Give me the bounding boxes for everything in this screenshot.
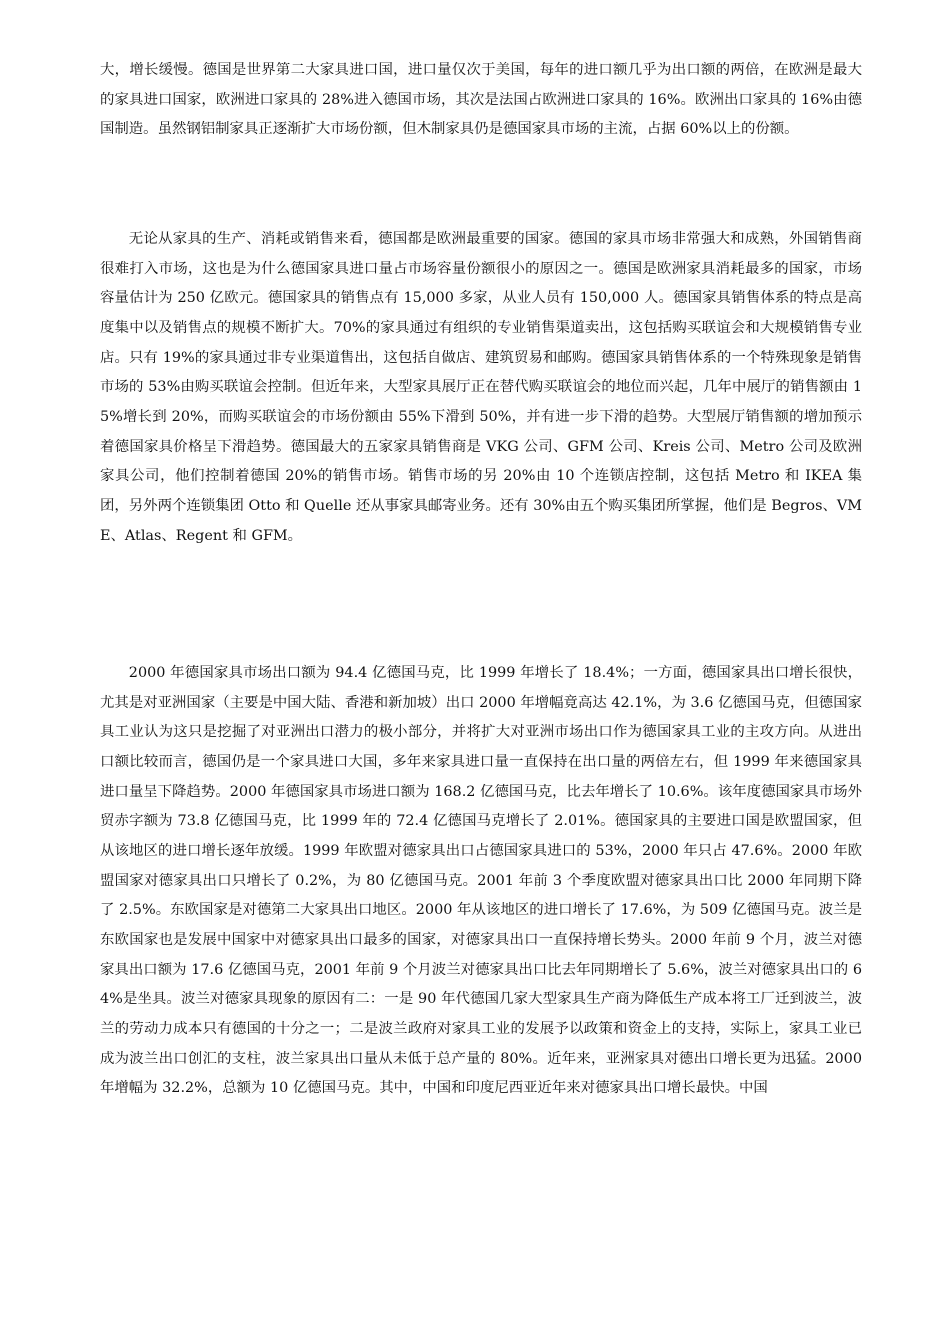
paragraph-1: 大，增长缓慢。德国是世界第二大家具进口国，进口量仅次于美国，每年的进口额几乎为出口额的两倍，在欧洲是最大的家具进口国家，欧洲进口家具的 28%进入德国市场，其次是法国占欧洲进口家具的 16%。欧洲出口家具的 16%由德国制造。虽然钢铝制家具正逐渐扩大市场份额，但木制家具仍是德国家具市场的主流，占据 60%以上的份额。 <box>100 62 862 138</box>
paragraph-3: 2000 年德国家具市场出口额为 94.4 亿德国马克，比 1999 年增长了 18.4%；一方面，德国家具出口增长很快，尤其是对亚洲国家（主要是中国大陆、香港和新加坡）出口 2000 年增幅竟高达 42.1%，为 3.6 亿德国马克，但德国家具工业认为这只是挖掘了对亚洲出口潜力的极小部分，并将扩大对亚洲市场出口作为德国家具工业的主攻方向。从进出口额比较而言，德国仍是一个家具进口大国，多年来家具进口量一直保持在出口量的两倍左右，但 1999 年来德国家具进口量呈下降趋势。2000 年德国家具市场进口额为 168.2 亿德国马克，比去年增长了 10.6%。该年度德国家具市场外贸赤字额为 73.8 亿德国马克，比 1999 年的 72.4 亿德国马克增长了 2.01%。德国家具的主要进口国是欧盟国家，但从该地区的进口增长逐年放缓。1999 年欧盟对德家具出口占德国家具进口的 53%，2000 年只占 47.6%。2000 年欧盟国家对德家具出口只增长了 0.2%，为 80 亿德国马克。2001 年前 3 个季度欧盟对德家具出口比 2000 年同期下降了 2.5%。东欧国家是对德第二大家具出口地区。2000 年从该地区的进口增长了 17.6%，为 509 亿德国马克。波兰是东欧国家也是发展中国家中对德家具出口最多的国家，对德家具出口一直保持增长势头。2000 年前 9 个月，波兰对德家具出口额为 17.6 亿德国马克，2001 年前 9 个月波兰对德家具出口比去年同期增长了 5.6%，波兰对德家具出口的 64%是坐具。波兰对德家具现象的原因有二：一是 90 年代德国几家大型家具生产商为降低生产成本将工厂迁到波兰，波兰的劳动力成本只有德国的十分之一；二是波兰政府对家具工业的发展予以政策和资金上的支持，实际上，家具工业已成为波兰出口创汇的支柱，波兰家具出口量从未低于总产量的 80%。近年来，亚洲家具对德出口增长更为迅猛。2000 年增幅为 32.2%，总额为 10 亿德国马克。其中，中国和印度尼西亚近年来对德家具出口增长最快。中国 <box>100 665 862 1097</box>
paragraph-2: 无论从家具的生产、消耗或销售来看，德国都是欧洲最重要的国家。德国的家具市场非常强大和成熟，外国销售商很难打入市场，这也是为什么德国家具进口量占市场容量份额很小的原因之一。德国是欧洲家具消耗最多的国家，市场容量估计为 250 亿欧元。德国家具的销售点有 15,000 多家，从业人员有 150,000 人。德国家具销售体系的特点是高度集中以及销售点的规模不断扩大。70%的家具通过有组织的专业销售渠道卖出，这包括购买联谊会和大规模销售专业店。只有 19%的家具通过非专业渠道售出，这包括自做店、建筑贸易和邮购。德国家具销售体系的一个特殊现象是销售市场的 53%由购买联谊会控制。但近年来，大型家具展厅正在替代购买联谊会的地位而兴起，几年中展厅的销售额由 15%增长到 20%，而购买联谊会的市场份额由 55%下滑到 50%，并有进一步下滑的趋势。大型展厅销售额的增加预示着德国家具价格呈下滑趋势。德国最大的五家家具销售商是 VKG 公司、GFM 公司、Kreis 公司、Metro 公司及欧洲家具公司，他们控制着德国 20%的销售市场。销售市场的另 20%由 10 个连锁店控制，这包括 Metro 和 IKEA 集团，另外两个连锁集团 Otto 和 Quelle 还从事家具邮寄业务。还有 30%由五个购买集团所掌握，他们是 Begros、VME、Atlas、Regent 和 GFM。 <box>100 231 862 544</box>
